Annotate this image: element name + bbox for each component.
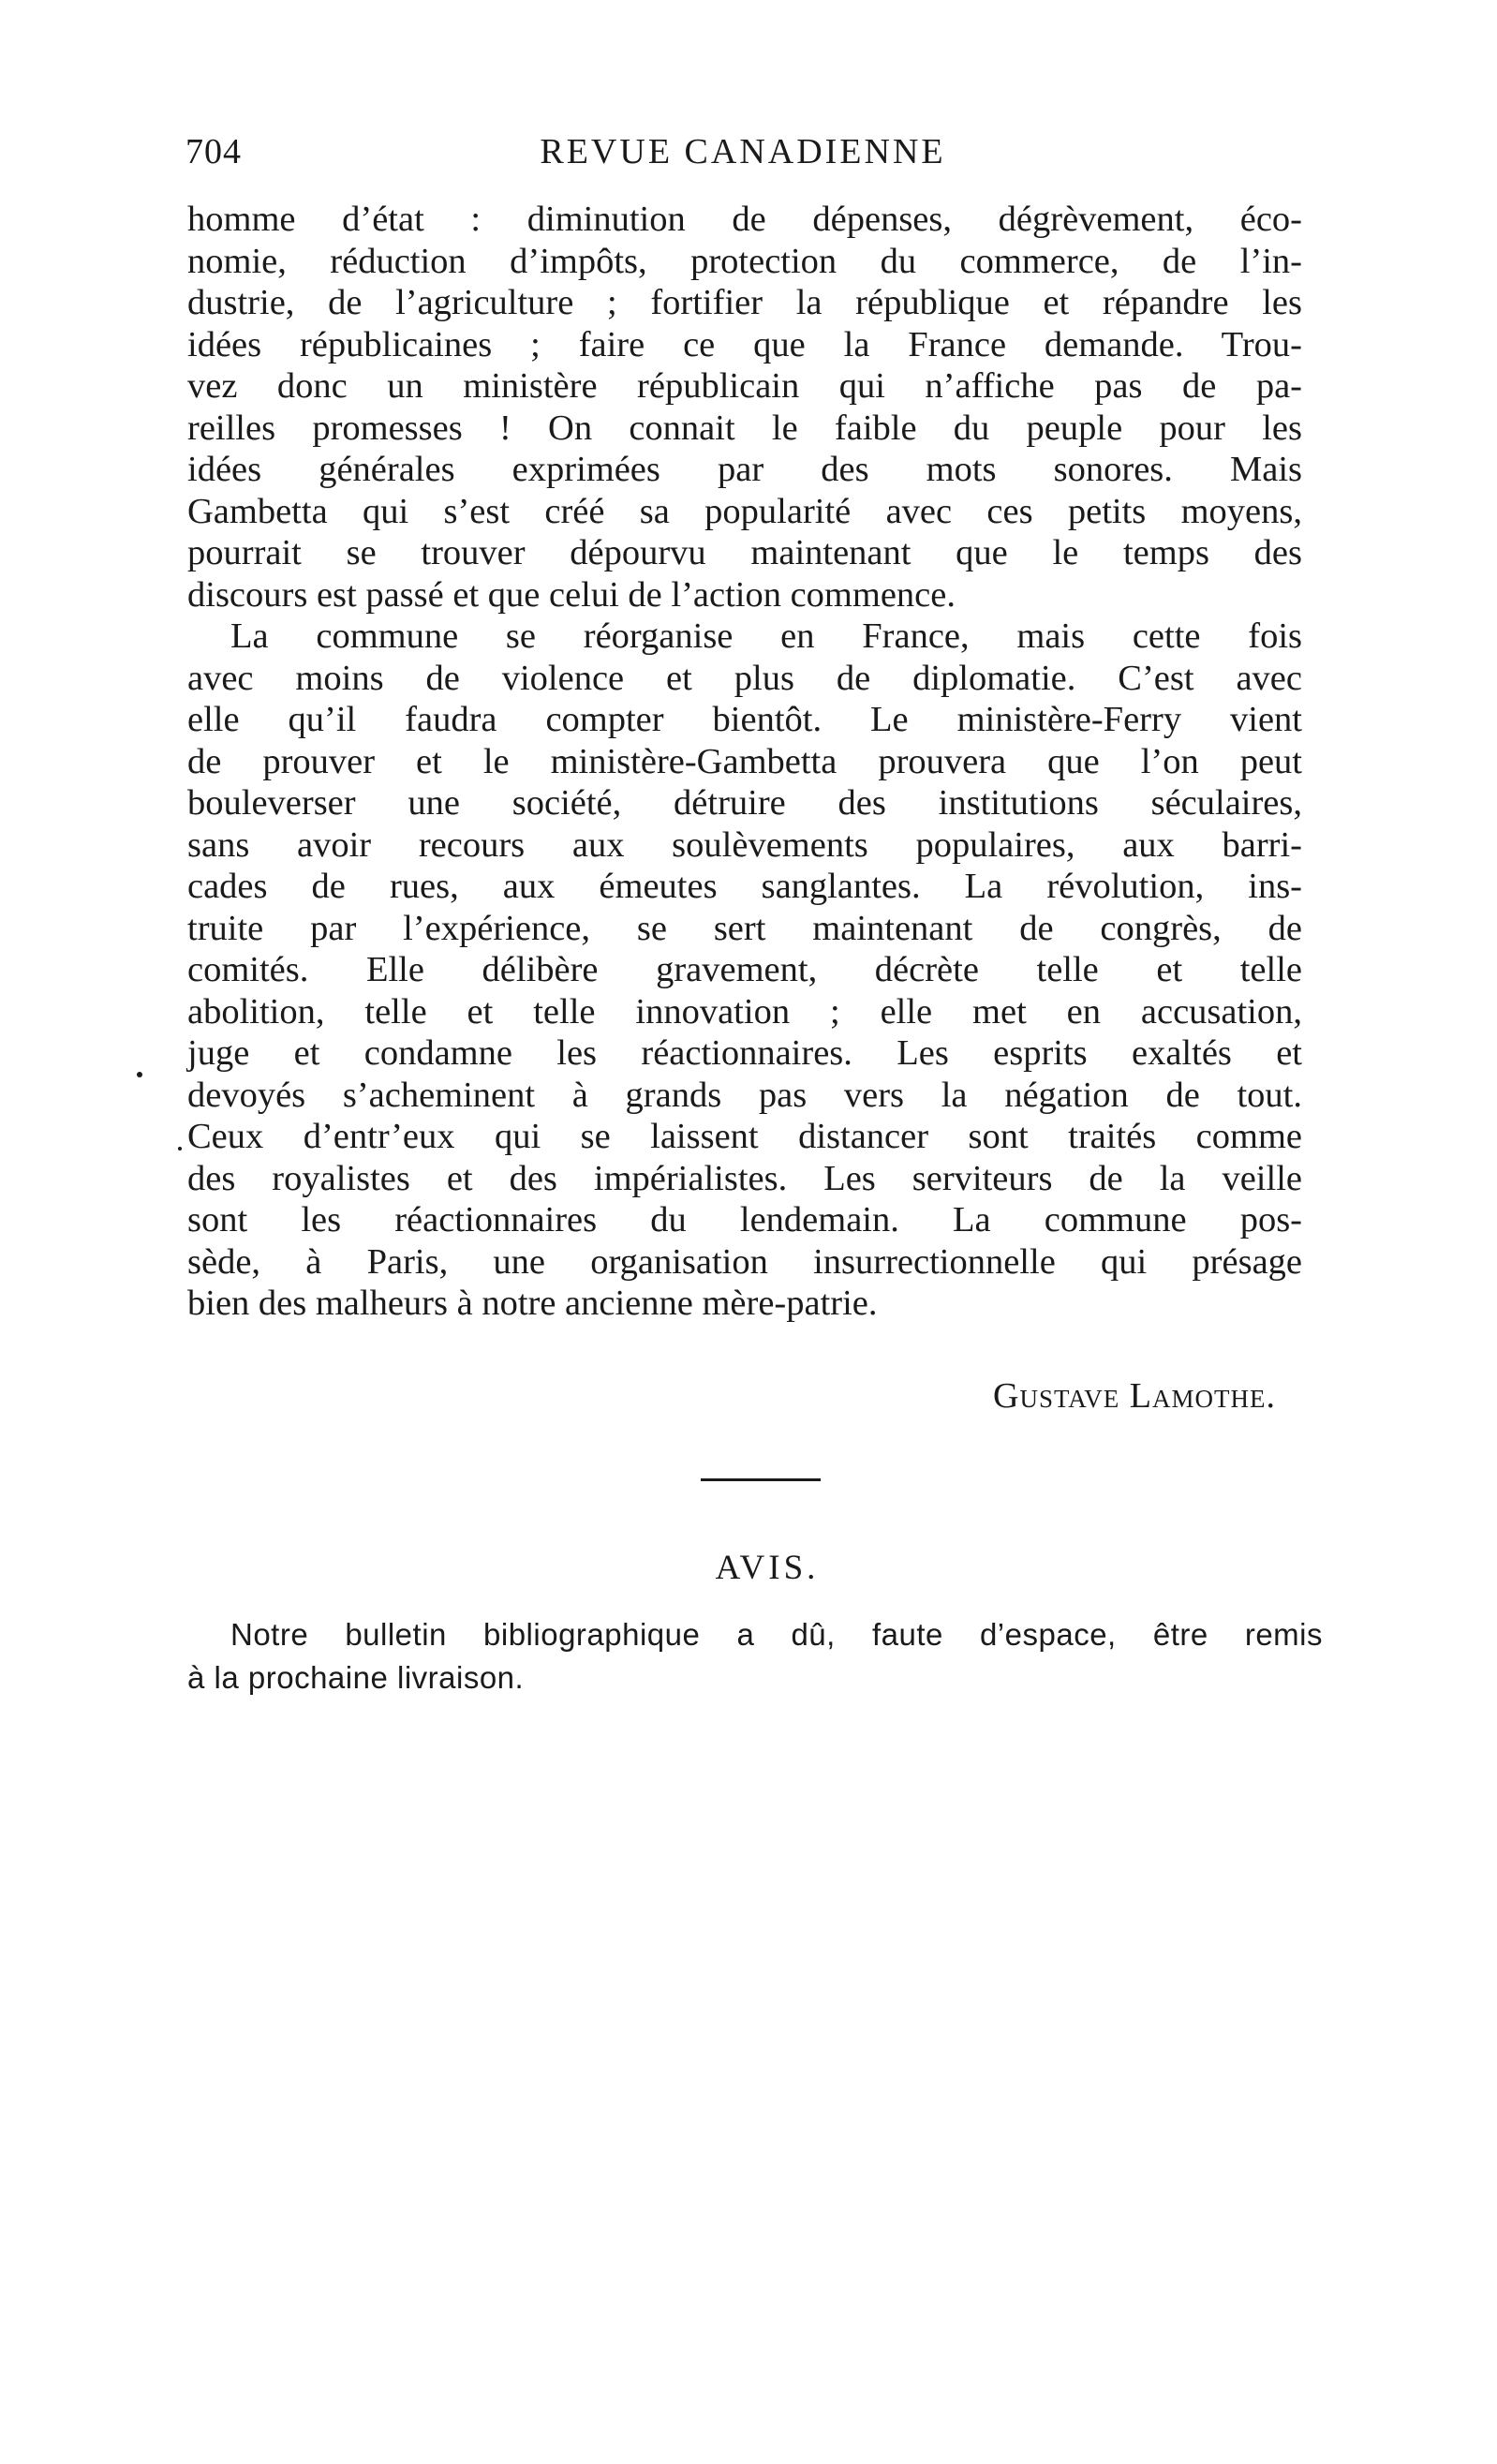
text-line: comités. Elle délibère gravement, décrète telle et telle bbox=[187, 950, 1302, 989]
text-line: idées républicaines ; faire ce que la France demande. Trou- bbox=[187, 324, 1302, 364]
print-speck bbox=[178, 1147, 182, 1150]
text-line: cades de rues, aux émeutes sanglantes. La révolution, ins- bbox=[187, 867, 1302, 906]
text-line: elle qu’il faudra compter bientôt. Le ministère-Ferry vient bbox=[187, 700, 1302, 739]
text-line: Gambetta qui s’est créé sa popularité avec ces petits moyens, bbox=[187, 491, 1302, 531]
text-line: sans avoir recours aux soulèvements populaires, aux barri- bbox=[187, 824, 1302, 865]
journal-title: REVUE CANADIENNE bbox=[540, 132, 946, 171]
text-line: sont les réactionnaires du lendemain. La commune pos- bbox=[187, 1200, 1302, 1239]
text-line: pourrait se trouver dépourvu maintenant que le temps des bbox=[187, 533, 1302, 572]
text-line: devoyés s’acheminent à grands pas vers la négation de tout. bbox=[187, 1075, 1302, 1115]
text-line: bien des malheurs à notre ancienne mère-patrie. bbox=[187, 1284, 878, 1323]
text-line: idées générales exprimées par des mots sonores. Mais bbox=[187, 450, 1302, 489]
section-divider bbox=[701, 1478, 821, 1481]
text-line: juge et condamne les réactionnaires. Les esprits exaltés et bbox=[187, 1033, 1302, 1073]
text-line: abolition, telle et telle innovation ; elle met en accusation, bbox=[187, 991, 1302, 1032]
notice-line: Notre bulletin bibliographique a dû, faute d’espace, être remis bbox=[230, 1617, 1323, 1652]
paragraph-start-line: La commune se réorganise en France, mais cette fois bbox=[230, 616, 1302, 656]
text-line: reilles promesses ! On connait le faible du peuple pour les bbox=[187, 408, 1302, 448]
text-line: bouleverser une société, détruire des institutions séculaires, bbox=[187, 783, 1302, 823]
text-line: vez donc un ministère républicain qui n’affiche pas de pa- bbox=[187, 366, 1302, 406]
print-speck bbox=[137, 1072, 142, 1077]
notice-body bbox=[187, 1613, 1323, 1700]
text-line: truite par l’expérience, se sert maintenant de congrès, de bbox=[187, 908, 1302, 948]
text-line: discours est passé et que celui de l’action commence. bbox=[187, 574, 956, 615]
text-line: de prouver et le ministère-Gambetta prouvera que l’on peut bbox=[187, 741, 1302, 781]
text-line: dustrie, de l’agriculture ; fortifier la république et répandre les bbox=[187, 283, 1302, 322]
page-number: 704 bbox=[185, 132, 242, 171]
text-line: nomie, réduction d’impôts, protection du commerce, de l’in- bbox=[187, 241, 1302, 281]
text-line: Ceux d’entr’eux qui se laissent distancer sont traités comme bbox=[187, 1117, 1302, 1156]
running-head bbox=[185, 131, 1300, 187]
text-line: avec moins de violence et plus de diplomatie. C’est avec bbox=[187, 658, 1302, 698]
text-line: sède, à Paris, une organisation insurrectionnelle qui présage bbox=[187, 1241, 1302, 1282]
notice-line: à la prochaine livraison. bbox=[187, 1660, 525, 1695]
author-signature: Gustave Lamothe. bbox=[993, 1376, 1276, 1416]
article-body bbox=[187, 199, 1302, 1325]
text-line: des royalistes et des impérialistes. Les serviteurs de la veille bbox=[187, 1158, 1302, 1198]
notice-title: AVIS. bbox=[715, 1549, 820, 1587]
text-line: homme d’état : diminution de dépenses, dégrèvement, éco- bbox=[187, 200, 1302, 239]
